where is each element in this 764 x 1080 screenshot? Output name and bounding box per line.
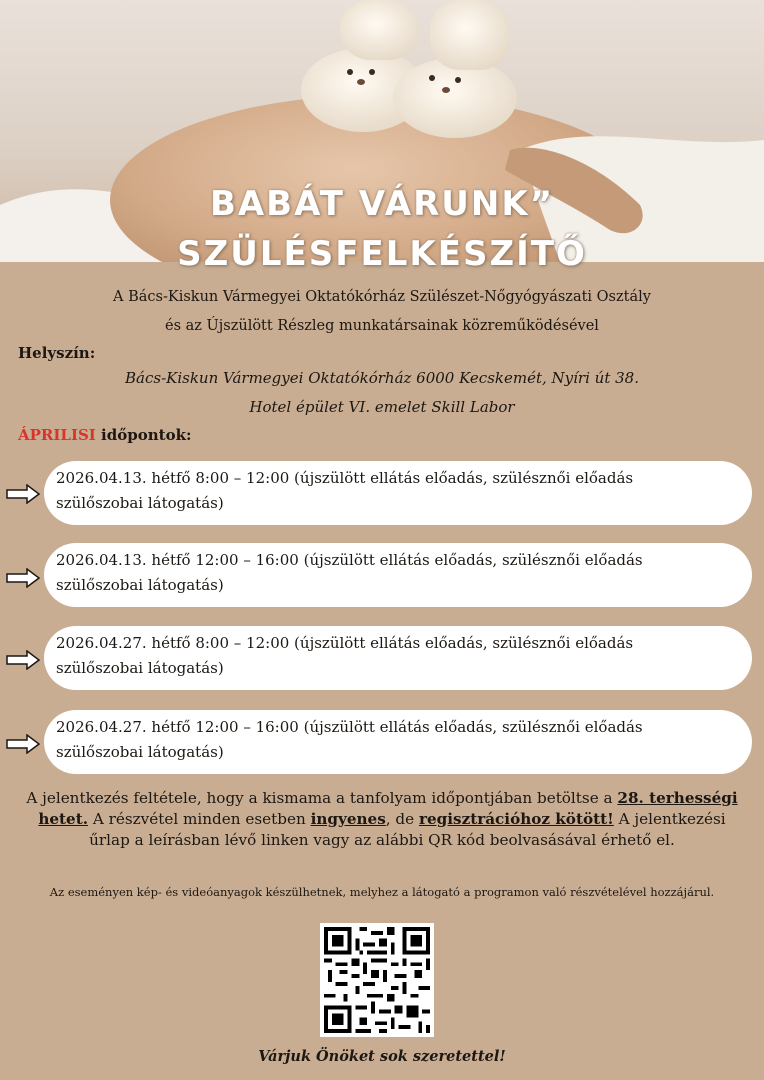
- session-details-cont: szülőszobai látogatás): [56, 576, 224, 594]
- info-free: ingyenes: [310, 810, 386, 828]
- location-label: Helyszín:: [18, 344, 96, 362]
- session-details: 2026.04.27. hétfő 12:00 – 16:00 (újszülött ellátás előadás, szülésznői előadás: [56, 718, 643, 736]
- qr-code[interactable]: [320, 923, 434, 1037]
- title-line-1: BABÁT VÁRUNK”: [209, 184, 555, 224]
- dates-heading-month: ÁPRILISI: [18, 426, 96, 444]
- closing-message: Várjuk Önöket sok szeretettel!: [258, 1048, 506, 1065]
- session-item: [44, 626, 752, 690]
- location-building: Hotel épület VI. emelet Skill Labor: [249, 398, 515, 416]
- info-text-3: , de: [385, 810, 415, 828]
- session-details: 2026.04.13. hétfő 8:00 – 12:00 (újszülött ellátás előadás, szülésznői előadás: [56, 469, 634, 487]
- session-details-cont: szülőszobai látogatás): [56, 659, 224, 677]
- media-consent-note: Az eseményen kép- és videóanyagok készülhetnek, melyhez a látogató a programon való részvételével hozzájárul.: [49, 885, 715, 899]
- registration-info: [20, 788, 744, 851]
- location-address: Bács-Kiskun Vármegyei Oktatókórház 6000 Kecskemét, Nyíri út 38.: [125, 369, 639, 387]
- dates-heading-text: időpontok:: [101, 426, 192, 444]
- arrow-right-icon: [6, 734, 40, 754]
- arrow-right-icon: [6, 484, 40, 504]
- session-details: 2026.04.13. hétfő 12:00 – 16:00 (újszülött ellátás előadás, szülésznői előadás: [56, 551, 643, 569]
- dates-heading: [18, 426, 192, 444]
- session-item: [44, 543, 752, 607]
- subtitle-line-1: A Bács-Kiskun Vármegyei Oktatókórház Szülészet-Nőgyógyászati Osztály: [113, 289, 651, 305]
- title-line-2: SZÜLÉSFELKÉSZÍTŐ: [177, 234, 587, 274]
- arrow-right-icon: [6, 568, 40, 588]
- info-registration-required: regisztrációhoz kötött!: [418, 810, 614, 828]
- info-text-1: A jelentkezés feltétele, hogy a kismama a tanfolyam időpontjában betöltse a: [26, 789, 613, 807]
- info-text-2: A részvétel minden esetben: [92, 810, 306, 828]
- arrow-right-icon: [6, 650, 40, 670]
- session-item: [44, 461, 752, 525]
- session-details-cont: szülőszobai látogatás): [56, 743, 224, 761]
- session-item: [44, 710, 752, 774]
- session-details: 2026.04.27. hétfő 8:00 – 12:00 (újszülött ellátás előadás, szülésznői előadás: [56, 634, 634, 652]
- session-details-cont: szülőszobai látogatás): [56, 494, 224, 512]
- info-gestation-week: 28. terhességi hetet.: [38, 789, 738, 828]
- info-form-text: A jelentkezési űrlap a leírásban lévő linken vagy az alábbi QR kód beolvasásával érhető el.: [89, 810, 726, 849]
- subtitle-line-2: és az Újszülött Részleg munkatársainak közreműködésével: [165, 318, 599, 334]
